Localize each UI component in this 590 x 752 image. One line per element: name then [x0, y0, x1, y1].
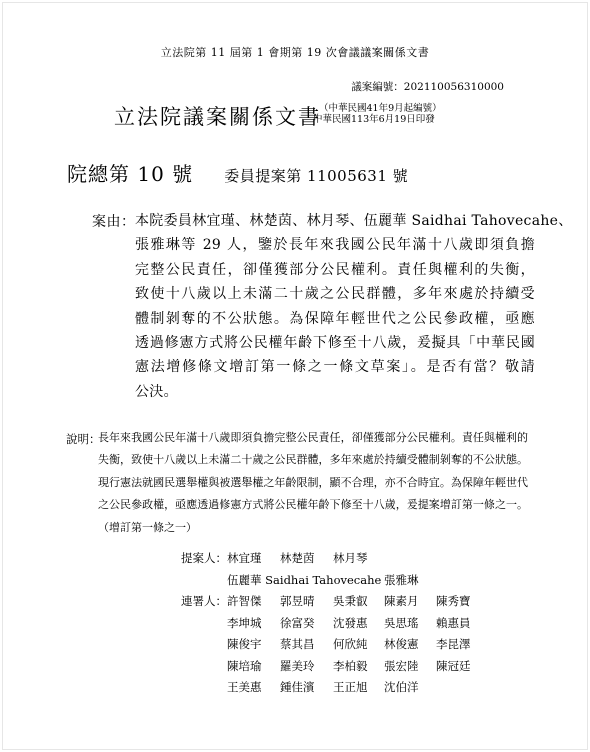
proposer-name: 林宜瑾 [227, 551, 262, 565]
session-header: 立法院第 11 屆第 1 會期第 19 次會議議案關係文書 [160, 46, 430, 59]
cause-line: 憲法增修條文增訂第一條之一條文草案」。是否有當？敬請 [135, 359, 535, 376]
cosigner-name: 陳俊宇 [227, 637, 262, 652]
cosigner-name: 沈發惠 [333, 615, 368, 630]
cause-line: 致使十八歲以上未滿二十歲之公民群體，多年來處於持續受 [135, 286, 535, 303]
proposer-name: 伍麗華 Saidhai Tahovecahe [227, 573, 382, 587]
cosigner-name: 李坤城 [227, 615, 262, 630]
cause-line: 張雅琳等 29 人，鑒於長年來我國公民年滿十八歲即須負擔 [135, 237, 535, 254]
cosigner-name: 郭昱晴 [280, 594, 315, 608]
proposer-name: 林月琴 [333, 551, 368, 565]
cosigner-name: 林俊憲 [384, 637, 419, 652]
cosigner-name: 何欣純 [333, 637, 368, 652]
proposer-name: 張雅琳 [384, 573, 419, 587]
date-established: （中華民國41年9月起編號） [319, 103, 442, 114]
cause-line: 完整公民責任，卻僅獲部分公民權利。責任與權利的失衡， [135, 261, 535, 278]
cosigner-name: 蔡其昌 [280, 637, 315, 652]
cosigner-name: 賴惠員 [436, 615, 471, 630]
cosigner-name: 李昆澤 [436, 637, 471, 652]
date-printed: 中華民國113年6月19日印發 [313, 114, 435, 125]
explanation-label: 說明： [66, 432, 101, 446]
cosigner-name: 陳秀寶 [436, 594, 471, 608]
cosigner-name: 羅美玲 [280, 658, 315, 673]
cause-line: 體制剝奪的不公狀態。為保障年輕世代之公民參政權，亟應 [135, 310, 535, 327]
cosigner-name: 陳素月 [384, 594, 419, 608]
explanation-line: 失衡，致使十八歲以上未滿二十歲之公民群體，多年來處於持續受體制剝奪的不公狀態。 [98, 453, 528, 467]
cosigner-name: 王美惠 [227, 680, 262, 695]
cause-line: 本院委員林宜瑾、林楚茵、林月琴、伍麗華 Saidhai Tahovecahe、 [135, 213, 573, 229]
cosigner-name: 陳冠廷 [436, 658, 471, 673]
cosigner-name: 張宏陸 [384, 658, 419, 673]
document-title: 立法院議案關係文書 [114, 105, 321, 129]
cosigner-name: 徐富癸 [280, 615, 315, 630]
cause-line: 透過修憲方式將公民權年齡下修至十八歲，爰擬具「中華民國 [135, 334, 535, 351]
proposer-label: 提案人： [181, 551, 227, 565]
proposal-numbers [67, 158, 408, 187]
cause-line: 公決。 [135, 383, 178, 400]
cosigner-name: 沈伯洋 [384, 680, 419, 695]
document-dates [313, 103, 442, 125]
cosigner-name: 許智傑 [227, 594, 262, 608]
member-proposal-number: 委員提案第 11005631 號 [224, 167, 409, 185]
cosigner-name: 鍾佳濱 [280, 680, 315, 695]
cause-label: 案由： [92, 214, 136, 230]
explanation-line: 長年來我國公民年滿十八歲即須負擔完整公民責任，卻僅獲部分公民權利。責任與權利的 [98, 431, 528, 444]
cosigner-name: 陳培瑜 [227, 658, 262, 673]
proposer-name: 林楚茵 [280, 551, 315, 565]
explanation-line: 現行憲法就國民選舉權與被選舉權之年齡限制，顯不合理，亦不合時宜。為保障年輕世代 [98, 475, 528, 489]
yuan-number: 院總第 10 號 [67, 162, 194, 186]
cosigner-name: 李柏毅 [333, 658, 368, 673]
cosigner-label: 連署人： [181, 594, 227, 608]
cosigner-name: 吳思瑤 [384, 615, 419, 630]
explanation-text [98, 431, 528, 543]
bill-number: 議案編號：202110056310000 [351, 81, 504, 93]
cosigner-name: 吳秉叡 [333, 594, 368, 608]
cosigner-name: 王正旭 [333, 680, 368, 695]
cause-text [135, 211, 573, 406]
explanation-line: （增訂第一條之一） [98, 520, 197, 534]
explanation-line: 之公民參政權，亟應透過修憲方式將公民權年齡下修至十八歲，爰提案增訂第一條之一。 [98, 498, 528, 512]
